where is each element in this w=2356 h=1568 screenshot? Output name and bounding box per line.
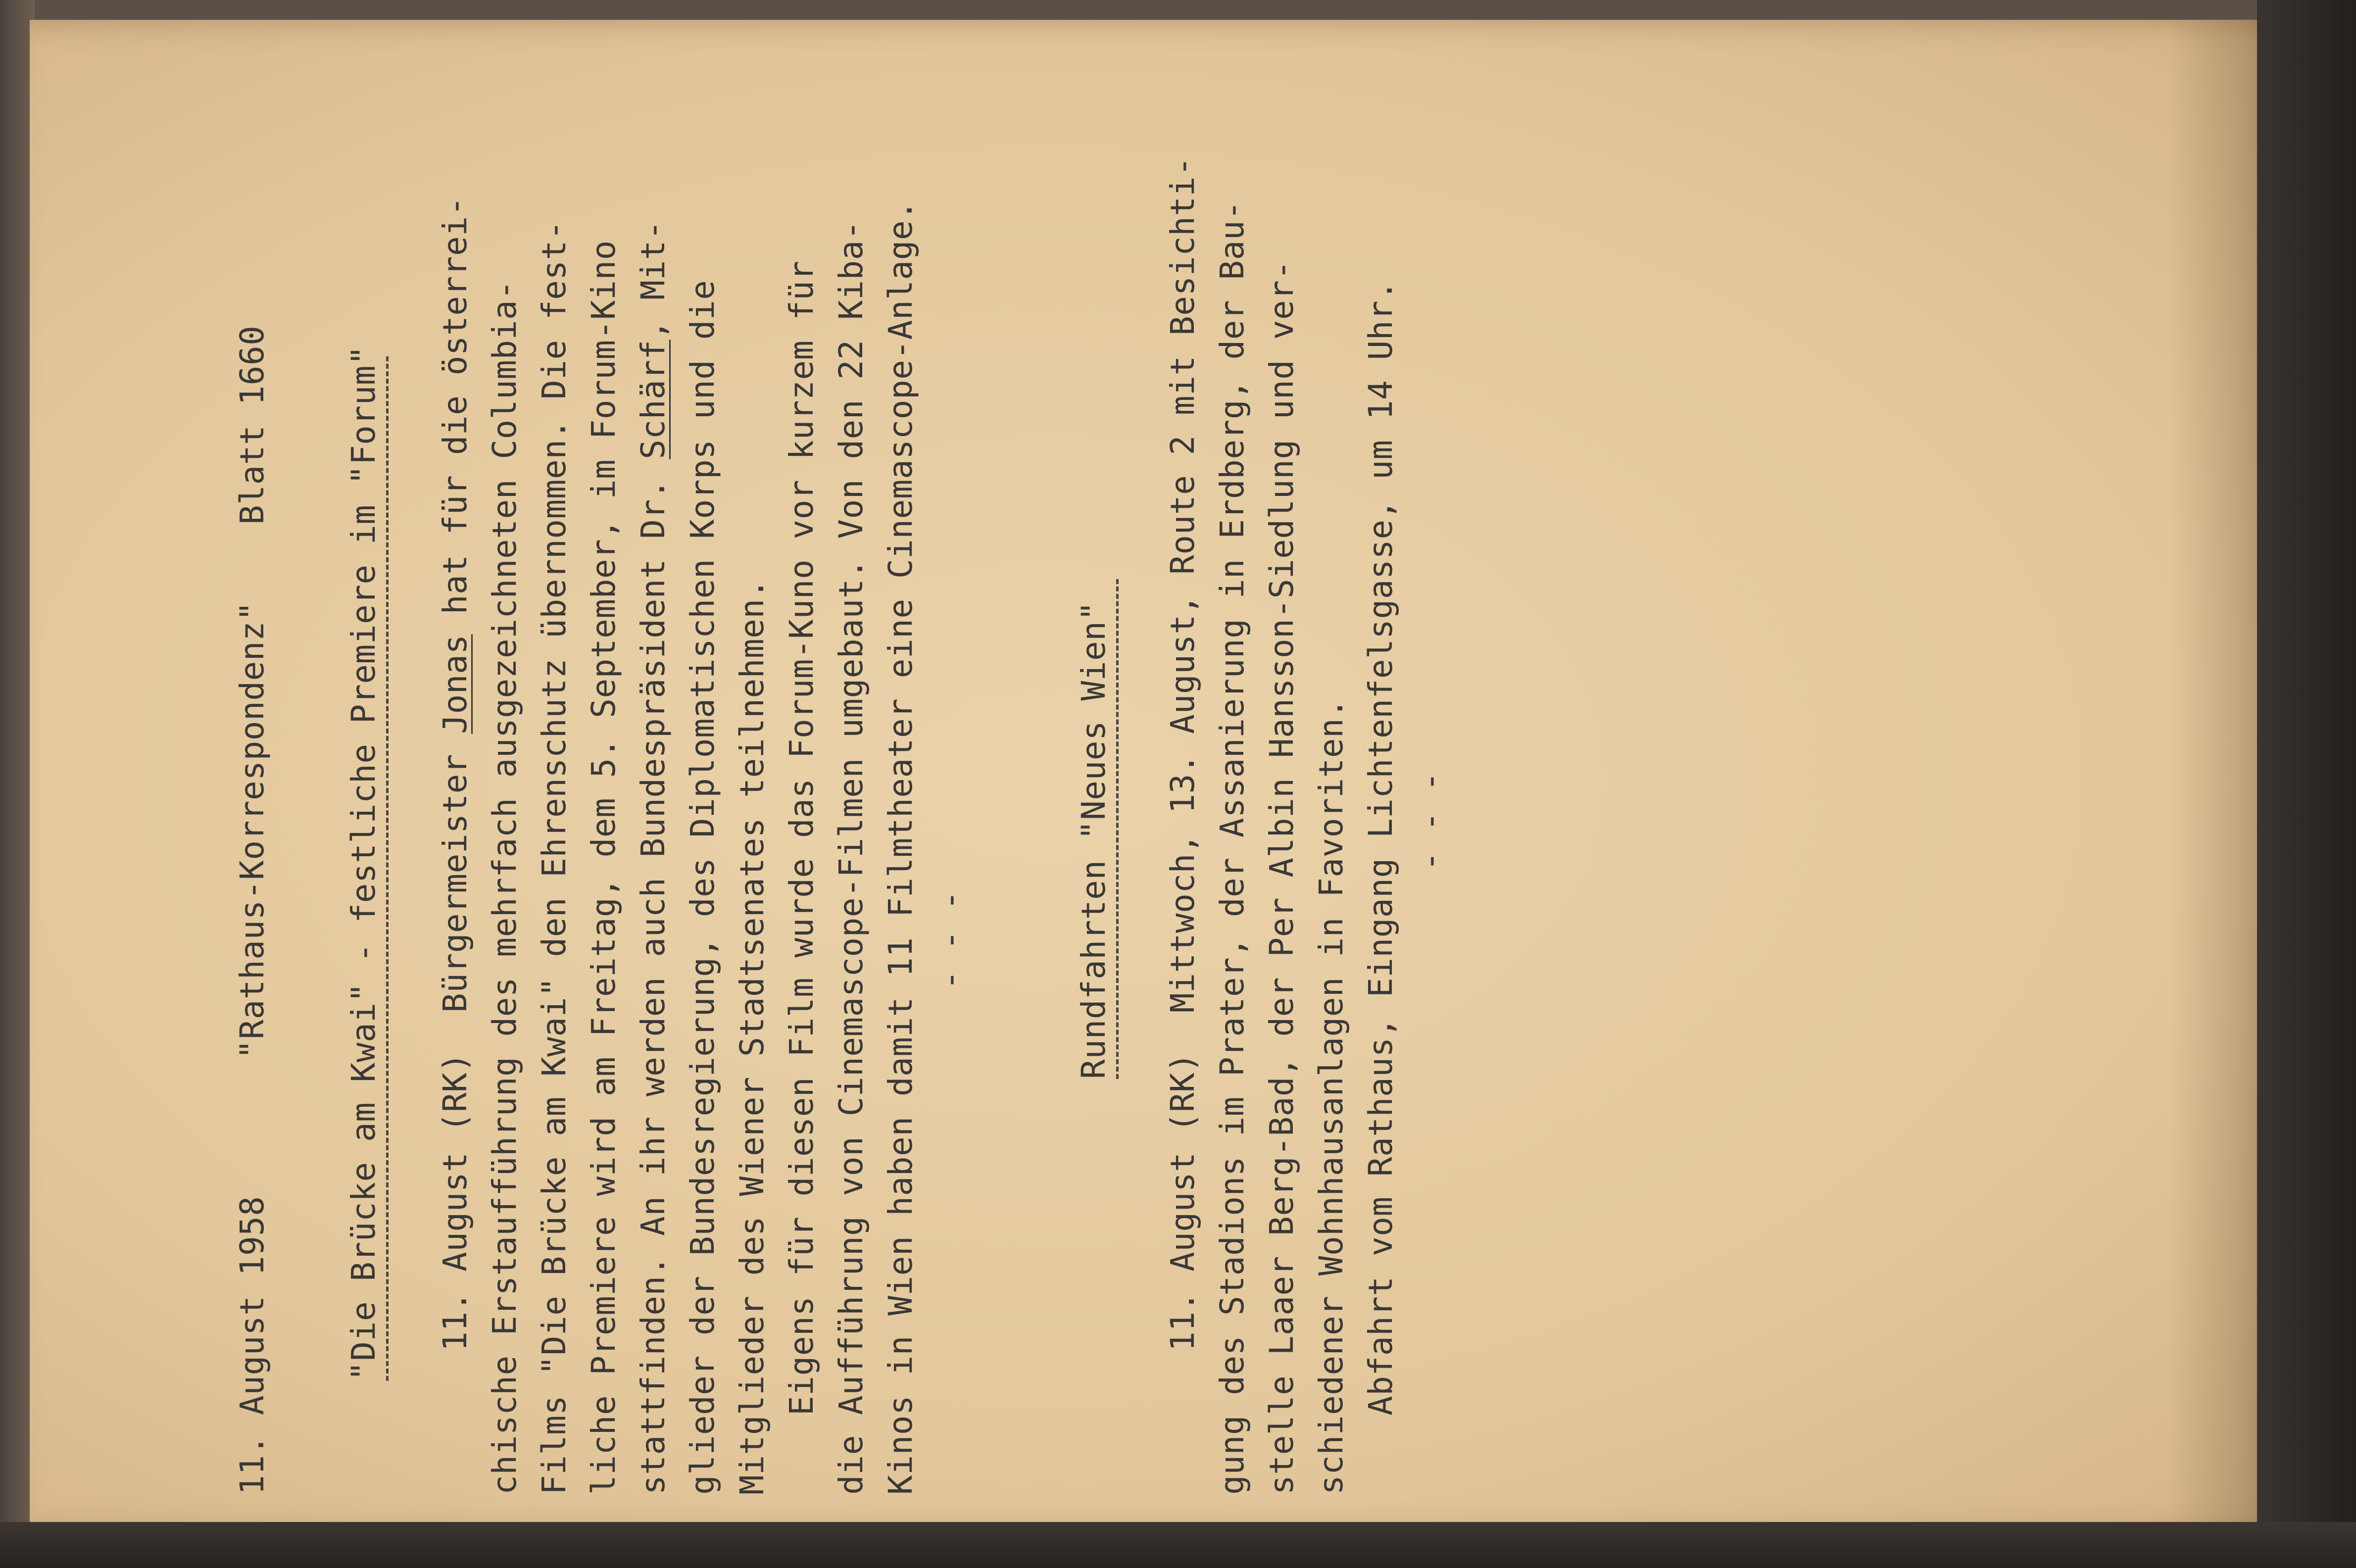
rotated-typescript bbox=[228, 156, 1449, 1495]
article2-line-5: Abfahrt vom Rathaus, Eingang Lichtenfelsgasse, um 14 Uhr. bbox=[1362, 280, 1400, 1416]
paper-page bbox=[30, 20, 2292, 1534]
article1-line-7: Mitglieder des Wiener Stadtsenates teilnehmen. bbox=[733, 579, 771, 1495]
article1-line-4: liche Premiere wird am Freitag, dem 5. September, im Forum-Kino bbox=[585, 240, 623, 1495]
article2-line-1: 11. August (RK) Mittwoch, 13. August, Route 2 mit Besichti- bbox=[1164, 156, 1202, 1351]
article1-line-5: stattfinden. An ihr werden auch Bundespräsident Dr. Schärf, Mit- bbox=[634, 220, 672, 1495]
book-bottom-edge bbox=[0, 1522, 2356, 1568]
article1-line-9: die Aufführung von Cinemascope-Filmen umgebaut. Von den 22 Kiba- bbox=[832, 220, 870, 1495]
name-schaerf: Schärf bbox=[634, 340, 672, 459]
name-jonas: Jonas bbox=[436, 634, 474, 734]
article2-headline-rule bbox=[1116, 579, 1119, 1079]
header-sheet: Blatt 1660 bbox=[233, 325, 271, 525]
article1-line-8: Eigens für diesen Film wurde das Forum-Kuno vor kurzem für bbox=[783, 260, 821, 1416]
article1-line-3: Films "Die Brücke am Kwai" den Ehrenschutz übernommen. Die fest- bbox=[535, 220, 573, 1495]
article1-end-mark: - - - bbox=[931, 890, 969, 990]
article2-line-3: stelle Laaer Berg-Bad, der Per Albin Hansson-Siedlung und ver- bbox=[1263, 260, 1301, 1495]
header-date: 11. August 1958 bbox=[233, 1196, 271, 1495]
article1-line-6: glieder der Bundesregierung, des Diplomatischen Korps und die bbox=[684, 280, 722, 1495]
article1-line-2: chische Erstaufführung des mehrfach ausgezeichneten Columbia- bbox=[486, 280, 524, 1495]
book-binding bbox=[2257, 0, 2356, 1568]
article2-line-2: gung des Stadions im Prater, der Assanierung in Erdberg, der Bau- bbox=[1213, 200, 1251, 1495]
header-publication: "Rathaus-Korrespondenz" bbox=[233, 601, 271, 1059]
article1-line-1: 11. August (RK) Bürgermeister Jonas hat für die österrei- bbox=[436, 196, 474, 1351]
article2-headline: Rundfahrten "Neues Wien" bbox=[1075, 601, 1113, 1079]
article2-line-4: schiedener Wohnhausanlagen in Favoriten. bbox=[1312, 698, 1350, 1495]
article1-headline: "Die Brücke am Kwai" - festliche Premiere im "Forum" bbox=[344, 345, 383, 1381]
article2-end-mark: - - - bbox=[1411, 771, 1449, 871]
article1-headline-rule bbox=[386, 356, 389, 1381]
article1-line-10: Kinos in Wien haben damit 11 Filmtheater eine Cinemascope-Anlage. bbox=[882, 200, 920, 1495]
